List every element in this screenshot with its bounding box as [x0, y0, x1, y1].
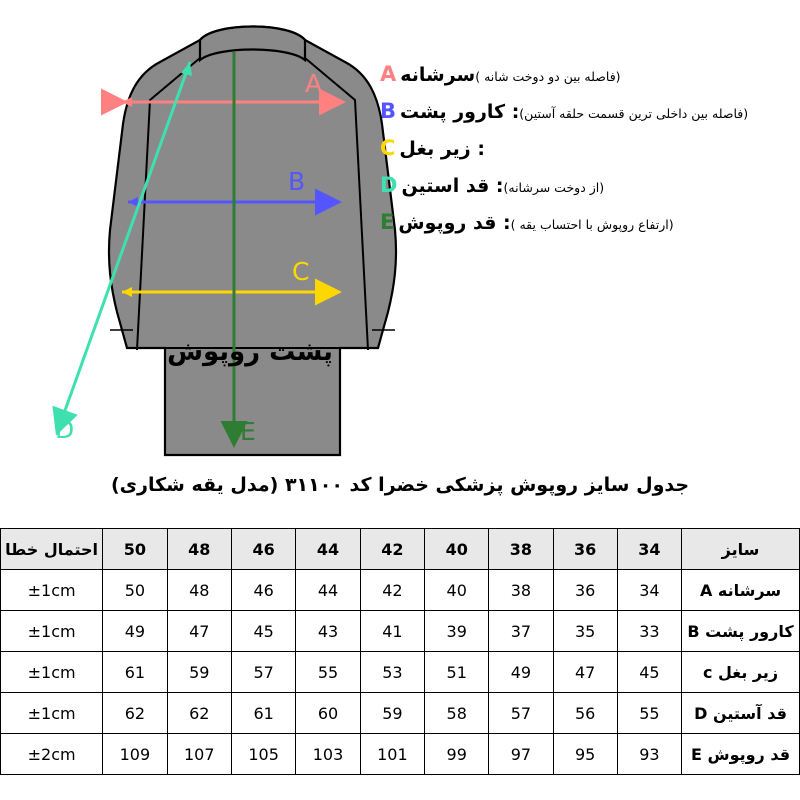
row-letter-c: c — [702, 662, 713, 682]
cell-e-36: 95 — [553, 734, 617, 775]
legend-letter-e: E — [380, 210, 395, 234]
table-header-row — [1, 529, 800, 570]
marker-label-d: D — [55, 415, 75, 444]
cell-e-38: 97 — [489, 734, 553, 775]
garment-back-label: پشت روپوش — [167, 337, 333, 367]
legend-label-c: : زیر بغل — [399, 138, 485, 160]
row-letter-b: B — [687, 621, 700, 641]
cell-d-38: 57 — [489, 693, 553, 734]
table-row — [1, 570, 800, 611]
row-name-d: قد آستین — [712, 703, 787, 723]
cell-d-36: 56 — [553, 693, 617, 734]
legend-item-e — [380, 210, 790, 234]
cell-b-44: 43 — [296, 611, 360, 652]
legend-label-d: : قد استین — [401, 175, 504, 197]
header-name: سایز — [682, 529, 800, 570]
cell-c-42: 53 — [360, 652, 424, 693]
header-size-40: 40 — [425, 529, 489, 570]
legend-label-b: : کارور پشت — [400, 101, 520, 123]
header-size-48: 48 — [167, 529, 231, 570]
cell-d-44: 60 — [296, 693, 360, 734]
cell-e-error: ±2cm — [1, 734, 103, 775]
header-error: احتمال خطا — [1, 529, 103, 570]
legend-letter-a: A — [380, 62, 397, 86]
cell-d-40: 58 — [425, 693, 489, 734]
cell-d-50: 62 — [103, 693, 167, 734]
legend-item-c — [380, 136, 790, 160]
legend-label-e: : قد روپوش — [398, 212, 511, 234]
legend-letter-d: D — [380, 173, 398, 197]
cell-b-34: 33 — [617, 611, 681, 652]
cell-c-error: ±1cm — [1, 652, 103, 693]
legend-letter-c: C — [380, 136, 396, 160]
legend-label-a: سرشانه — [400, 64, 476, 86]
cell-e-42: 101 — [360, 734, 424, 775]
cell-c-48: 59 — [167, 652, 231, 693]
row-letter-d: D — [694, 703, 708, 723]
cell-d-error: ±1cm — [1, 693, 103, 734]
legend-note-b: (فاصله بین داخلی ترین قسمت حلقه آستین) — [519, 106, 749, 121]
cell-d-34: 55 — [617, 693, 681, 734]
header-size-36: 36 — [553, 529, 617, 570]
marker-label-e: E — [240, 417, 256, 446]
cell-d-42: 59 — [360, 693, 424, 734]
header-size-46: 46 — [231, 529, 295, 570]
cell-e-44: 103 — [296, 734, 360, 775]
cell-b-error: ±1cm — [1, 611, 103, 652]
cell-c-40: 51 — [425, 652, 489, 693]
cell-a-36: 36 — [553, 570, 617, 611]
cell-a-40: 40 — [425, 570, 489, 611]
cell-a-46: 46 — [231, 570, 295, 611]
row-name-c: زیر بغل — [718, 662, 779, 682]
marker-label-b: B — [288, 167, 306, 196]
header-size-42: 42 — [360, 529, 424, 570]
garment-shape — [109, 27, 396, 456]
row-label-a — [682, 570, 800, 611]
legend-note-d: (از دوخت سرشانه) — [503, 180, 605, 195]
row-letter-a: A — [699, 580, 713, 600]
cell-b-50: 49 — [103, 611, 167, 652]
cell-a-38: 38 — [489, 570, 553, 611]
cell-e-50: 109 — [103, 734, 167, 775]
row-name-a: سرشانه — [717, 580, 782, 600]
cell-a-50: 50 — [103, 570, 167, 611]
table-row — [1, 652, 800, 693]
cell-c-34: 45 — [617, 652, 681, 693]
cell-e-48: 107 — [167, 734, 231, 775]
legend — [380, 62, 790, 247]
cell-e-40: 99 — [425, 734, 489, 775]
table-row — [1, 734, 800, 775]
legend-item-a — [380, 62, 790, 86]
cell-c-50: 61 — [103, 652, 167, 693]
header-size-44: 44 — [296, 529, 360, 570]
legend-letter-b: B — [380, 99, 397, 123]
row-name-e: قد روپوش — [707, 744, 791, 764]
legend-item-b — [380, 99, 790, 123]
cell-c-44: 55 — [296, 652, 360, 693]
cell-e-34: 93 — [617, 734, 681, 775]
legend-item-d — [380, 173, 790, 197]
cell-c-38: 49 — [489, 652, 553, 693]
table-row — [1, 611, 800, 652]
cell-a-44: 44 — [296, 570, 360, 611]
marker-label-c: C — [292, 257, 310, 286]
table-row — [1, 693, 800, 734]
row-label-d — [682, 693, 800, 734]
cell-c-36: 47 — [553, 652, 617, 693]
row-label-c — [682, 652, 800, 693]
row-letter-e: E — [690, 744, 702, 764]
row-label-e — [682, 734, 800, 775]
cell-c-46: 57 — [231, 652, 295, 693]
row-label-b — [682, 611, 800, 652]
legend-note-a: (فاصله بین دو دوخت شانه ) — [475, 69, 621, 84]
cell-a-error: ±1cm — [1, 570, 103, 611]
size-table — [0, 528, 800, 775]
cell-d-46: 61 — [231, 693, 295, 734]
cell-a-34: 34 — [617, 570, 681, 611]
table-title: جدول سایز روپوش پزشکی خضرا کد ۳۱۱۰۰ (مدل یقه شکاری) — [110, 474, 690, 496]
cell-b-40: 39 — [425, 611, 489, 652]
cell-b-36: 35 — [553, 611, 617, 652]
cell-b-38: 37 — [489, 611, 553, 652]
cell-a-48: 48 — [167, 570, 231, 611]
cell-d-48: 62 — [167, 693, 231, 734]
cell-e-46: 105 — [231, 734, 295, 775]
header-size-50: 50 — [103, 529, 167, 570]
header-size-38: 38 — [489, 529, 553, 570]
header-size-34: 34 — [617, 529, 681, 570]
marker-label-a: A — [305, 69, 323, 98]
cell-b-46: 45 — [231, 611, 295, 652]
cell-b-48: 47 — [167, 611, 231, 652]
row-name-b: کارور پشت — [705, 621, 794, 641]
legend-note-e: (ارتفاع روپوش با احتساب یقه ) — [510, 217, 674, 232]
cell-a-42: 42 — [360, 570, 424, 611]
cell-b-42: 41 — [360, 611, 424, 652]
